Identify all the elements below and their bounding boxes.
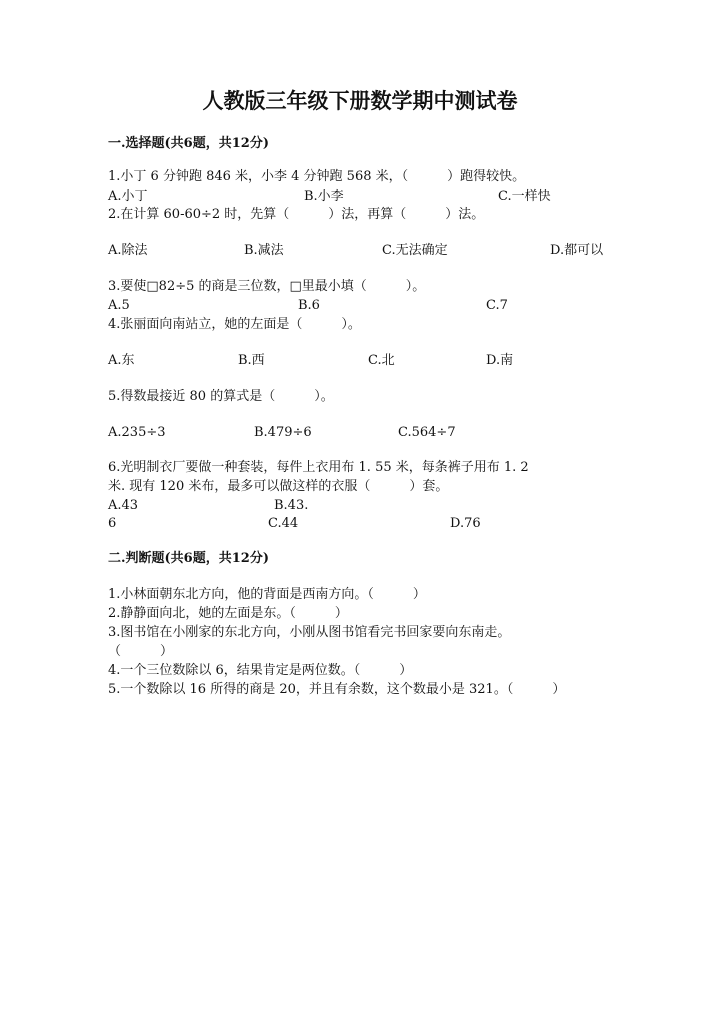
question-5-stem: 5.得数最接近 80 的算式是（ ）。 bbox=[108, 389, 334, 404]
judgement-4: 4.一个三位数除以 6，结果肯定是两位数。（ ） bbox=[108, 663, 413, 678]
question-2-option-d: D.都可以 bbox=[550, 243, 604, 258]
judgement-5: 5.一个数除以 16 所得的商是 20，并且有余数，这个数最小是 321。（ ） bbox=[108, 682, 566, 697]
question-5-option-b: B.479÷6 bbox=[254, 425, 312, 440]
question-6-option-a: A.43 bbox=[108, 498, 139, 513]
question-3-option-b: B.6 bbox=[298, 298, 320, 313]
question-3-option-a: A.5 bbox=[108, 298, 130, 313]
question-4-option-a: A.东 bbox=[108, 353, 135, 368]
judgement-3-line1: 3.图书馆在小刚家的东北方向，小刚从图书馆看完书回家要向东南走。 bbox=[108, 625, 511, 640]
question-1-option-c: C.一样快 bbox=[498, 189, 551, 204]
judgement-2: 2.静静面向北，她的左面是东。（ ） bbox=[108, 606, 348, 621]
question-5-option-c: C.564÷7 bbox=[398, 425, 456, 440]
question-6-option-d: D.76 bbox=[450, 516, 481, 531]
judgement-1: 1.小林面朝东北方向，他的背面是西南方向。（ ） bbox=[108, 587, 426, 602]
section-heading-judgement: 二.判断题(共6题，共12分) bbox=[108, 551, 269, 566]
question-4-option-b: B.西 bbox=[238, 353, 265, 368]
question-4-option-d: D.南 bbox=[486, 353, 514, 368]
question-6-stem-line2: 米. 现有 120 米布，最多可以做这样的衣服（ ）套。 bbox=[108, 479, 449, 494]
question-6-stem-line1: 6.光明制衣厂要做一种套装，每件上衣用布 1. 55 米，每条裤子用布 1. 2 bbox=[108, 460, 529, 475]
section-heading-choice: 一.选择题(共6题，共12分) bbox=[108, 136, 269, 151]
question-2-option-b: B.减法 bbox=[244, 243, 284, 258]
question-3-option-c: C.7 bbox=[486, 298, 508, 313]
question-3-stem: 3.要使□82÷5 的商是三位数，□里最小填（ ）。 bbox=[108, 279, 426, 294]
question-2-option-c: C.无法确定 bbox=[382, 243, 448, 258]
judgement-3-line2: （ ） bbox=[108, 644, 174, 659]
question-1-option-b: B.小李 bbox=[304, 189, 344, 204]
question-6-option-c: C.44 bbox=[268, 516, 299, 531]
question-6-option-b: B.43. bbox=[274, 498, 309, 513]
question-1-stem: 1.小丁 6 分钟跑 846 米，小李 4 分钟跑 568 米，（ ）跑得较快。 bbox=[108, 169, 526, 184]
page-title: 人教版三年级下册数学期中测试卷 bbox=[202, 88, 518, 113]
question-4-stem: 4.张丽面向南站立，她的左面是（ ）。 bbox=[108, 317, 361, 332]
question-6-option-b-cont: 6 bbox=[108, 516, 117, 531]
question-2-option-a: A.除法 bbox=[108, 243, 148, 258]
question-4-option-c: C.北 bbox=[368, 353, 395, 368]
question-2-stem: 2.在计算 60-60÷2 时，先算（ ）法，再算（ ）法。 bbox=[108, 207, 485, 222]
question-5-option-a: A.235÷3 bbox=[108, 425, 166, 440]
question-1-option-a: A.小丁 bbox=[108, 189, 148, 204]
